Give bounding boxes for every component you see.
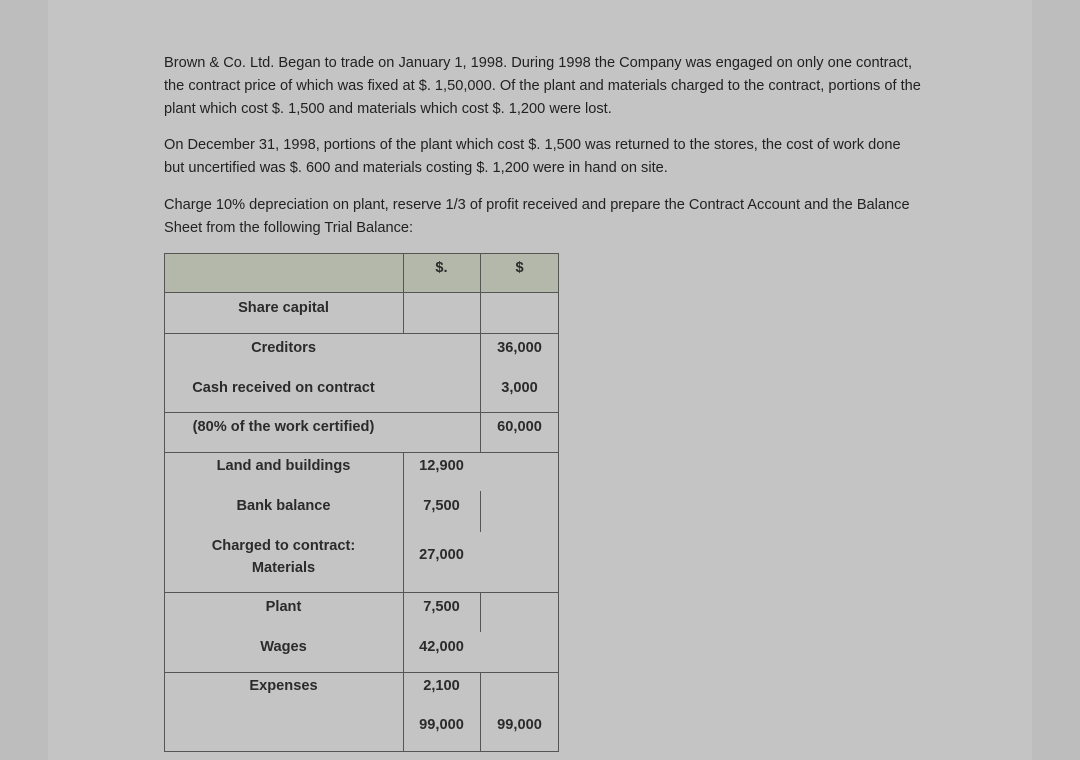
table-border [558,253,559,752]
row-label: Cash received on contract [192,380,375,396]
row-label: Creditors [251,340,316,356]
credit-total: 99,000 [497,717,542,733]
debit-total: 99,000 [419,717,464,733]
debit-value: 7,500 [423,498,460,514]
row-label: Bank balance [236,498,331,514]
debit-value: 7,500 [423,599,460,615]
credit-header: $ [515,260,524,276]
row-label: Expenses [249,678,318,694]
problem-paragraph-2: On December 31, 1998, portions of the plant which cost $. 1,500 was returned to the stores, the cost of work done but uncertified was $. 600 and materials costing $. 1,200 were in hand on site. [164,137,901,176]
debit-value: 2,100 [423,678,460,694]
row-label-line-1: Charged to contract: [211,538,356,554]
row-label: (80% of the work certified) [192,419,375,435]
debit-value: 27,000 [419,547,464,563]
row-label [164,533,403,581]
row-label-line-2: Materials [251,560,316,576]
row-label: Wages [260,639,307,655]
credit-value: 3,000 [501,380,538,396]
row-label: Land and buildings [216,458,351,474]
table-border [164,751,559,752]
row-label: Plant [265,599,302,615]
column-divider [480,491,481,532]
credit-value: 60,000 [497,419,542,435]
debit-value: 42,000 [419,639,464,655]
document-page [48,0,1032,760]
trial-balance-table [164,253,559,752]
row-label: Share capital [238,300,329,316]
debit-header: $. [435,260,448,276]
problem-paragraph-1: Brown & Co. Ltd. Began to trade on January 1, 1998. During 1998 the Company was engaged on only one contract, the contract price of which was fixed at $. 1,50,000. Of the plant and materials charged to the contract, portions of the plant which cost $. 1,500 and materials which cost $. 1,200 were lost. [164,55,921,117]
column-divider [480,592,481,632]
problem-paragraph-3: Charge 10% depreciation on plant, reserve 1/3 of profit received and prepare the Contract Account and the Balance Sheet from the following Trial Balance: [164,197,910,236]
debit-value: 12,900 [419,458,464,474]
credit-value: 36,000 [497,340,542,356]
